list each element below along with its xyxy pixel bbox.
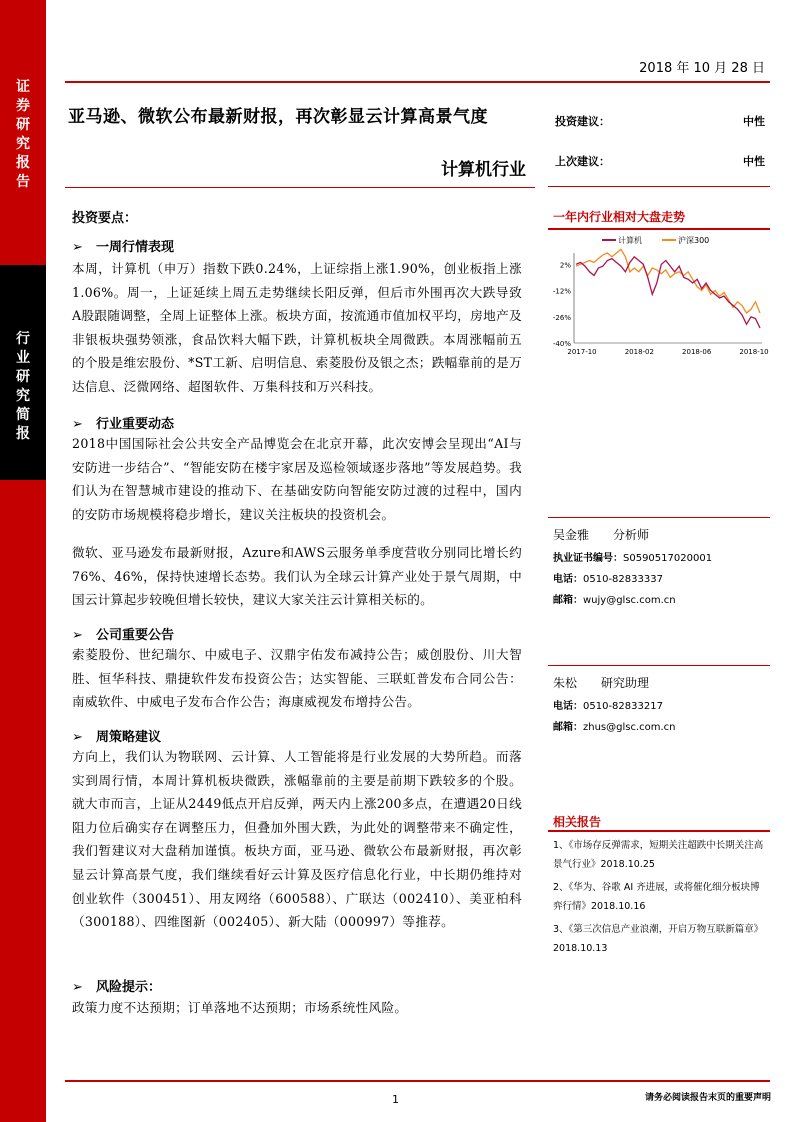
sidebar-char: 究 bbox=[16, 388, 30, 404]
analyst-license bbox=[553, 549, 712, 564]
sidebar-char: 报 bbox=[16, 426, 30, 442]
footer-divider bbox=[65, 1080, 770, 1082]
paragraph: 微软、亚马逊发布最新财报，Azure和AWS云服务单季度营收分别同比增长约76%、46%，保持快速增长态势。我们认为全球云计算产业处于景气周期，中国云计算起步较晚但增长较快，建议大家关注云计算相关标的。 bbox=[72, 545, 522, 608]
key-points-heading: 投资要点： bbox=[72, 211, 138, 226]
sidebar-char: 告 bbox=[16, 174, 30, 190]
chart-divider bbox=[548, 228, 770, 230]
title-divider bbox=[65, 187, 535, 188]
analyst-email bbox=[553, 591, 712, 606]
chart-title: 一年内行业相对大盘走势 bbox=[553, 210, 686, 224]
related-report-item[interactable] bbox=[553, 878, 768, 916]
report-date: 2018 年 10 月 28 日 bbox=[639, 61, 765, 76]
paragraph: 索菱股份、世纪瑞尔、中威电子、汉鼎宇佑发布减持公告；威创股份、川大智胜、恒华科技、鼎捷软件发布投资公告；达实智能、三联虹普发布合同公告：南威软件、中威电子发布合作公告；海康威视发布增持公告。 bbox=[72, 647, 522, 710]
contact-label: 电话： bbox=[553, 701, 583, 712]
arrow-bullet-icon: ➢ bbox=[72, 628, 83, 643]
report-category-label bbox=[0, 265, 46, 480]
sidebar-char: 券 bbox=[16, 98, 30, 114]
analyst-name-row bbox=[553, 674, 676, 691]
section-title: 行业重要动态 bbox=[96, 417, 175, 432]
sidebar-char: 行 bbox=[16, 331, 30, 347]
contact-value: 0510-82833337 bbox=[583, 574, 663, 585]
sidebar-char: 究 bbox=[16, 136, 30, 152]
arrow-bullet-icon: ➢ bbox=[72, 980, 83, 995]
arrow-bullet-icon: ➢ bbox=[72, 417, 83, 432]
paragraph: 本周，计算机（申万）指数下跌0.24%，上证综指上涨1.90%，创业板指上涨1.06%。周一，上证延续上周五走势继续长阳反弹，但后市外围再次大跌导致A股跟随调整，全周上证整体上涨。板块方面，按流通市值加权平均，房地产及非银板块强势领涨，食品饮料大幅下跌，计算机板块全周微跌。本周涨幅前五的个股是维宏股份、*ST工新、启明信息、索菱股份及银之杰；跌幅靠前的是万达信息、泛微网络、超图软件、万集科技和万兴科技。 bbox=[72, 261, 522, 394]
contact-label: 执业证书编号： bbox=[553, 553, 623, 564]
section-title: 周策略建议 bbox=[96, 730, 162, 745]
section-title: 一周行情表现 bbox=[96, 240, 175, 255]
disclaimer: 请务必阅读报告末页的重要声明 bbox=[644, 1093, 771, 1103]
section-heading bbox=[72, 976, 161, 995]
contact-value: 0510-82833217 bbox=[583, 701, 663, 712]
x-tick-label: 2018-10 bbox=[739, 348, 769, 356]
contact-label: 电话： bbox=[553, 574, 583, 585]
arrow-bullet-icon: ➢ bbox=[72, 730, 83, 745]
x-tick-label: 2017-10 bbox=[567, 348, 597, 356]
arrow-bullet-icon: ➢ bbox=[72, 240, 83, 255]
section-title: 公司重要公告 bbox=[96, 628, 175, 643]
rating-value: 中性 bbox=[743, 155, 765, 168]
related-reports-title: 相关报告 bbox=[553, 815, 602, 829]
rating-value: 中性 bbox=[743, 115, 765, 128]
analyst-divider bbox=[548, 665, 770, 666]
left-sidebar bbox=[0, 0, 46, 1122]
related-divider bbox=[548, 830, 770, 832]
related-report-date: 2018.10.16 bbox=[591, 901, 646, 912]
sidebar-char: 简 bbox=[16, 407, 30, 423]
report-type-label bbox=[0, 78, 46, 192]
analyst-phone bbox=[553, 570, 712, 585]
section-title: 风险提示： bbox=[96, 980, 162, 995]
related-report-title: 1、《市场存反弹需求，短期关注超跌中长期关注高景气行业》 bbox=[553, 840, 764, 870]
contact-label: 邮箱： bbox=[553, 722, 583, 733]
analyst-divider bbox=[548, 517, 770, 518]
analyst-role: 研究助理 bbox=[601, 676, 650, 690]
analyst-phone bbox=[553, 697, 676, 712]
y-tick-label: -12% bbox=[552, 287, 571, 296]
section-heading bbox=[72, 413, 174, 432]
paragraph: 2018中国国际社会公共安全产品博览会在北京开幕，此次安博会呈现出“AI与安防进一步结合”、“智能安防在楼宇家居及巡检领域逐步落地”等发展趋势。我们认为在智慧城市建设的推动下、在基础安防向智能安防过渡的过程中，国内的安防市场规模将稳步增长，建议关注板块的投资机会。 bbox=[72, 436, 522, 522]
related-report-item[interactable] bbox=[553, 836, 768, 874]
rating-label: 上次建议： bbox=[555, 155, 610, 168]
analyst-role: 分析师 bbox=[613, 528, 650, 542]
analyst-name: 吴金雅 bbox=[553, 528, 590, 542]
related-report-title: 2、《华为、谷歌 AI 齐进展，或将催化细分板块博弈行情》 bbox=[553, 882, 760, 912]
contact-value: S0590517020001 bbox=[623, 553, 713, 564]
section-heading bbox=[72, 236, 174, 255]
rating-divider bbox=[548, 186, 770, 187]
sidebar-char: 研 bbox=[16, 369, 30, 385]
x-tick-label: 2018-02 bbox=[624, 348, 654, 356]
analyst-email bbox=[553, 718, 676, 733]
section-heading bbox=[72, 726, 161, 745]
sidebar-char: 研 bbox=[16, 117, 30, 133]
legend-label-hs300: 沪深300 bbox=[678, 236, 710, 245]
sidebar-char: 业 bbox=[16, 350, 30, 366]
chart-series bbox=[576, 249, 760, 328]
page-number: 1 bbox=[392, 1093, 399, 1106]
legend-label-computer: 计算机 bbox=[618, 236, 642, 245]
related-report-item[interactable] bbox=[553, 920, 768, 958]
contact-label: 邮箱： bbox=[553, 595, 583, 606]
related-reports-list bbox=[553, 836, 768, 962]
analyst-name-row bbox=[553, 526, 712, 543]
section-heading bbox=[72, 624, 174, 643]
related-report-title: 3、《第三次信息产业浪潮，开启万物互联新篇章》 bbox=[553, 924, 764, 935]
report-headline: 亚马逊、微软公布最新财报，再次彰显云计算高景气度 bbox=[68, 107, 488, 127]
x-tick-label: 2018-06 bbox=[682, 348, 712, 356]
y-tick-label: 2% bbox=[559, 261, 571, 270]
series-line-hs300 bbox=[576, 249, 760, 313]
rating-label: 投资建议： bbox=[555, 115, 610, 128]
series-line-computer bbox=[576, 257, 760, 328]
analyst-card bbox=[553, 526, 712, 606]
related-report-date: 2018.10.13 bbox=[553, 943, 608, 954]
email-link[interactable]: wujy@glsc.com.cn bbox=[583, 595, 676, 606]
industry-title: 计算机行业 bbox=[441, 160, 526, 180]
analyst-card bbox=[553, 674, 676, 733]
header-divider bbox=[65, 81, 770, 83]
paragraph: 方向上，我们认为物联网、云计算、人工智能将是行业发展的大势所趋。而落实到周行情，本周计算机板块微跌，涨幅靠前的主要是前期下跌较多的个股。就大市而言，上证从2449低点开启反弹，两天内上涨200多点，在遭遇20日线阻力位后确实存在调整压力，但叠加外围大跌，为此处的调整带来不确定性，我们暂建议对大盘稍加谨慎。板块方面，亚马逊、微软公布最新财报，再次彰显云计算高景气度，我们继续看好云计算及医疗信息化行业，中长期仍维持对创业软件（300451）、用友网络（600588）、广联达（002410）、美亚柏科（300188）、四维图新（002405）、新大陆（000997）等推荐。 bbox=[72, 749, 522, 930]
y-tick-label: -26% bbox=[552, 313, 571, 322]
sidebar-char: 证 bbox=[16, 79, 30, 95]
analyst-name: 朱松 bbox=[553, 676, 578, 690]
chart-legend bbox=[602, 235, 709, 245]
email-link[interactable]: zhus@glsc.com.cn bbox=[583, 722, 676, 733]
sidebar-char: 报 bbox=[16, 155, 30, 171]
related-report-date: 2018.10.25 bbox=[600, 859, 655, 870]
paragraph: 政策力度不达预期；订单落地不达预期；市场系统性风险。 bbox=[72, 1000, 408, 1015]
y-tick-label: -40% bbox=[552, 340, 571, 348]
relative-performance-chart bbox=[548, 231, 770, 363]
